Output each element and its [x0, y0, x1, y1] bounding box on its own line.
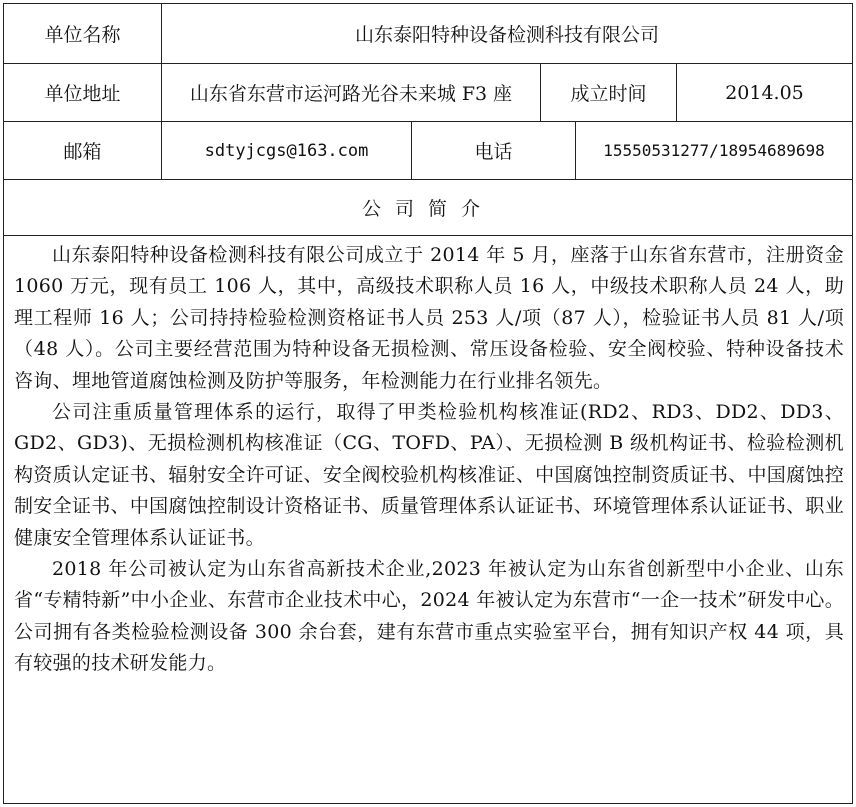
intro-paragraph: 公司注重质量管理体系的运行，取得了甲类检验机构核准证(RD2、RD3、DD2、DD3、GD2、GD3)、无损检测机构核准证（CG、TOFD、PA）、无损检测 B 级机构证书、检验检测机构资质认定证书、辐射安全许可证、安全阀校验机构核准证、中国腐蚀控制资质证书、中国腐蚀控制安全证书、中国腐蚀控制设计资格证书、质量管理体系认证证书、环境管理体系认证证书、职业健康安全管理体系认证证书。 — [14, 401, 844, 549]
intro-heading: 公司简介 — [361, 198, 494, 220]
email-label: 邮箱 — [4, 122, 162, 179]
unit-name-value: 山东泰阳特种设备检测科技有限公司 — [354, 24, 659, 46]
address-value: 山东省东营市运河路光谷未来城 F3 座 — [162, 64, 541, 121]
row-address — [4, 64, 852, 122]
unit-name-label: 单位名称 — [4, 4, 162, 63]
row-contact — [4, 122, 852, 180]
email-value: sdtyjcgs@163.com — [162, 122, 412, 179]
company-intro — [14, 240, 844, 680]
row-unit-name — [4, 4, 852, 64]
address-label: 单位地址 — [4, 64, 162, 121]
intro-paragraph: 2018 年公司被认定为山东省高新技术企业,2023 年被认定为山东省创新型中小企业、山东省“专精特新”中小企业、东营市企业技术中心，2024 年被认定为东营市“一企一技术”研发中心。公司拥有各类检验检测设备 300 余台套，建有东营市重点实验室平台，拥有知识产权 44 项，具有较强的技术研发能力。 — [14, 558, 844, 675]
phone-value: 15550531277/18954689698 — [603, 141, 825, 160]
intro-paragraph: 山东泰阳特种设备检测科技有限公司成立于 2014 年 5 月，座落于山东省东营市，注册资金 1060 万元，现有员工 106 人，其中，高级技术职称人员 16 人，中级技术职称人员 24 人，助理工程师 16 人；公司持持检验检测资格证书人员 253 人/项（87 人），检验证书人员 81 人/项（48 人）。公司主要经营范围为特种设备无损检测、常压设备检验、安全阀校验、特种设备技术咨询、埋地管道腐蚀检测及防护等服务，年检测能力在行业排名领先。 — [14, 244, 844, 392]
company-info-table — [3, 3, 853, 804]
founded-value: 2014.05 — [725, 81, 804, 104]
phone-label: 电话 — [412, 122, 576, 179]
founded-label: 成立时间 — [541, 64, 677, 121]
row-intro-heading — [4, 180, 852, 236]
